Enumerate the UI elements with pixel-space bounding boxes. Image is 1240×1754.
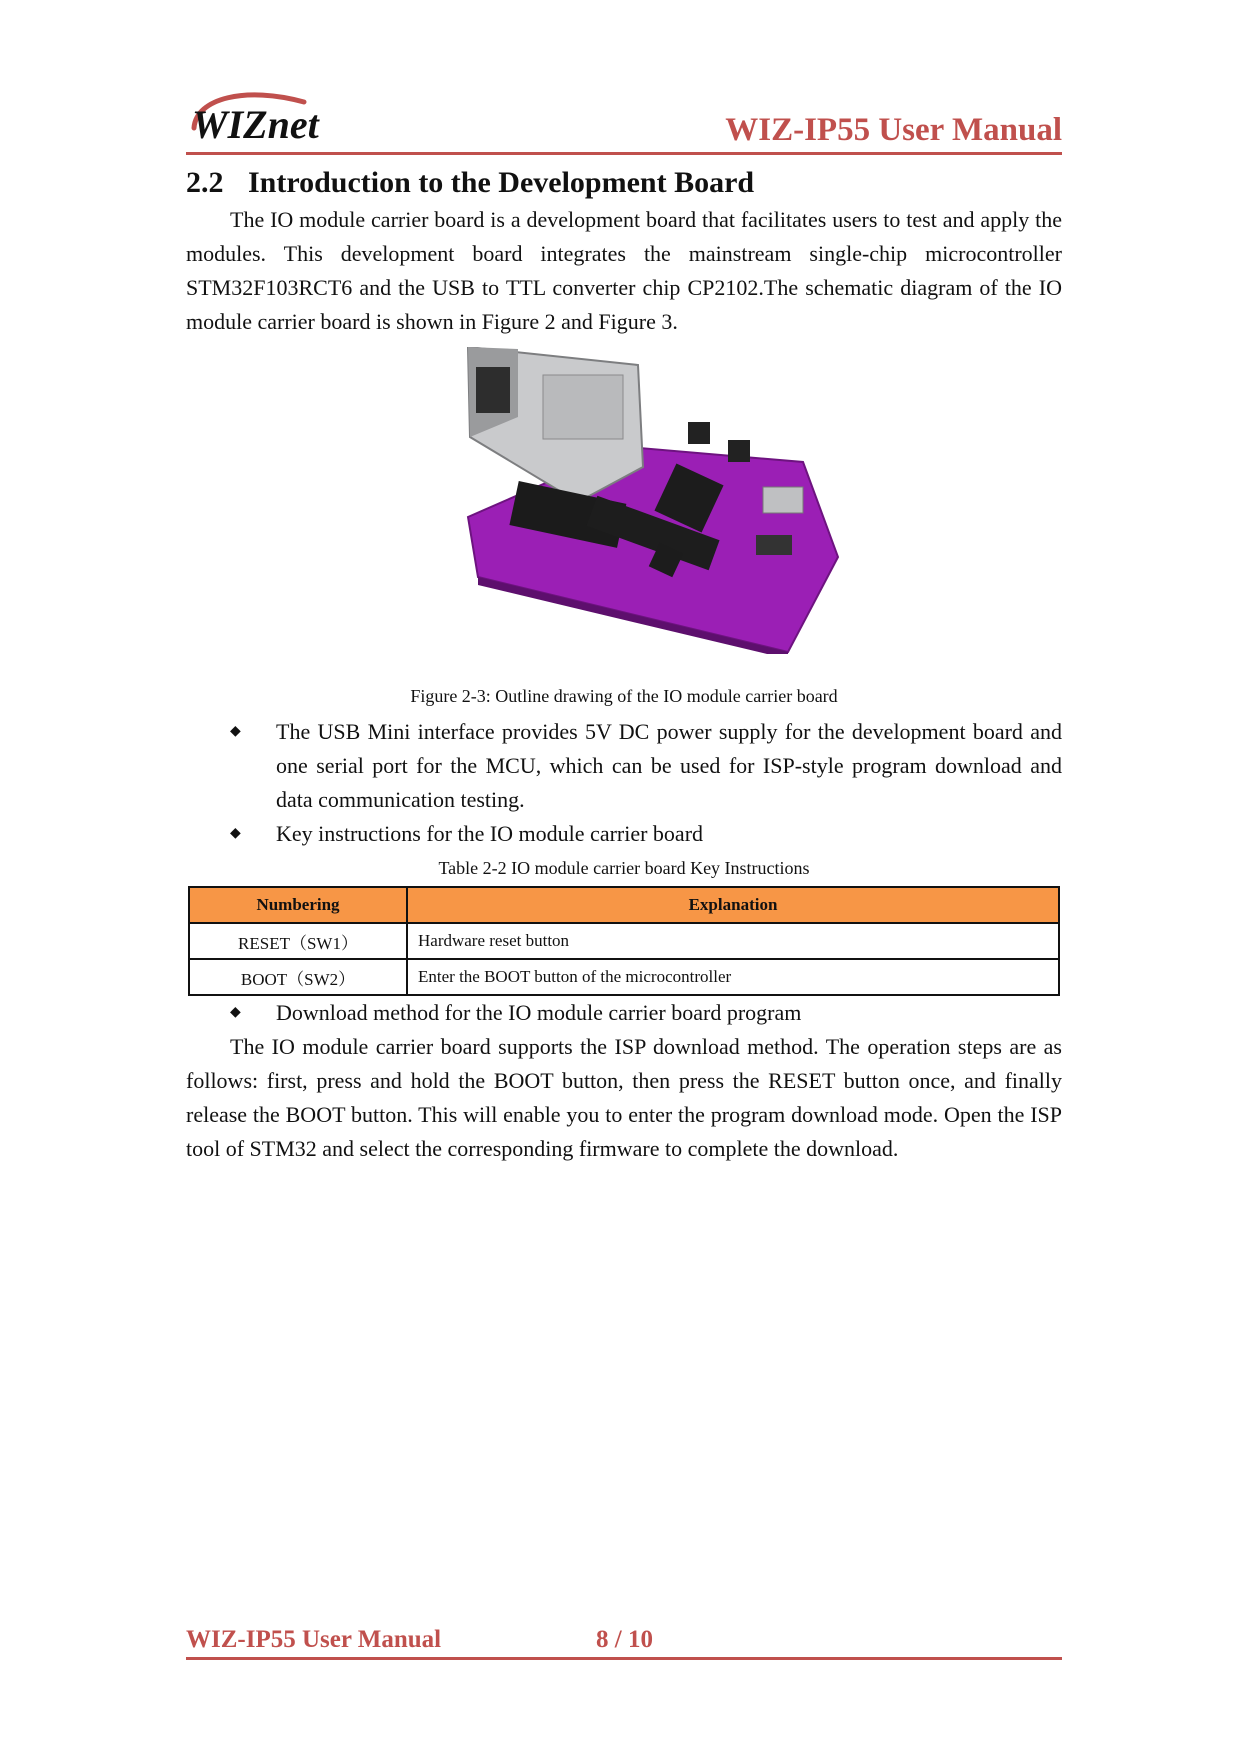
switch bbox=[756, 535, 792, 555]
bullet-text: The USB Mini interface provides 5V DC power supply for the development board and one serial port for the MCU, which can be used for ISP-style program download and data communication testing. bbox=[276, 719, 1062, 812]
footer-rule bbox=[186, 1657, 1062, 1660]
table-cell: Hardware reset button bbox=[407, 923, 1059, 959]
table-header-row bbox=[189, 887, 1059, 923]
boot-button bbox=[728, 440, 750, 462]
table-header-cell: Numbering bbox=[189, 887, 407, 923]
section-number: 2.2 bbox=[186, 166, 224, 199]
bullet-text: Download method for the IO module carrier board program bbox=[276, 1000, 802, 1025]
board-photo bbox=[458, 347, 858, 654]
bullet-diamond-icon: ◆ bbox=[230, 1005, 241, 1020]
bullet-text: Key instructions for the IO module carrier board bbox=[276, 821, 704, 846]
reset-button bbox=[688, 422, 710, 444]
header-rule bbox=[186, 152, 1062, 155]
bullet-item bbox=[230, 996, 1062, 1030]
key-instructions-table bbox=[188, 886, 1060, 996]
intro-paragraph bbox=[186, 203, 1062, 339]
footer-doc-title: WIZ-IP55 User Manual bbox=[186, 1626, 442, 1653]
download-text: The IO module carrier board supports the ISP download method. The operation steps are as follows: first, press and hold the BOOT button, then press the RESET button once, and finally release the BOOT button. This will enable you to enter the program download mode. Open the ISP tool of STM32 and select the corresponding firmware to complete the download. bbox=[186, 1034, 1062, 1161]
table-cell: Enter the BOOT button of the microcontroller bbox=[407, 959, 1059, 995]
bullet-item bbox=[230, 715, 1062, 817]
page-number: 8 / 10 bbox=[596, 1626, 653, 1653]
svg-text:WIZnet: WIZnet bbox=[192, 102, 319, 144]
bullet-diamond-icon: ◆ bbox=[230, 826, 241, 841]
header-doc-title: WIZ-IP55 User Manual bbox=[725, 112, 1062, 148]
table-header-cell: Explanation bbox=[407, 887, 1059, 923]
wiznet-logo bbox=[186, 88, 346, 144]
usb-mini-port bbox=[763, 487, 803, 513]
bullet-diamond-icon: ◆ bbox=[230, 724, 241, 739]
bullet-item bbox=[230, 817, 1062, 851]
table-row bbox=[189, 923, 1059, 959]
figure-caption: Figure 2-3: Outline drawing of the IO module carrier board bbox=[410, 686, 838, 706]
download-paragraph bbox=[186, 1030, 1062, 1166]
table-cell: BOOT（SW2） bbox=[189, 959, 407, 995]
table-cell: RESET（SW1） bbox=[189, 923, 407, 959]
table-caption: Table 2-2 IO module carrier board Key Instructions bbox=[438, 858, 810, 878]
table-row bbox=[189, 959, 1059, 995]
section-heading bbox=[186, 166, 754, 200]
intro-text: The IO module carrier board is a development board that facilitates users to test and apply the modules. This development board integrates the mainstream single-chip microcontroller STM32F103RCT6 and the USB to TTL converter chip CP2102.The schematic diagram of the IO module carrier board is shown in Figure 2 and Figure 3. bbox=[186, 207, 1062, 334]
rj45-jack bbox=[468, 347, 643, 502]
section-title: Introduction to the Development Board bbox=[248, 166, 755, 199]
